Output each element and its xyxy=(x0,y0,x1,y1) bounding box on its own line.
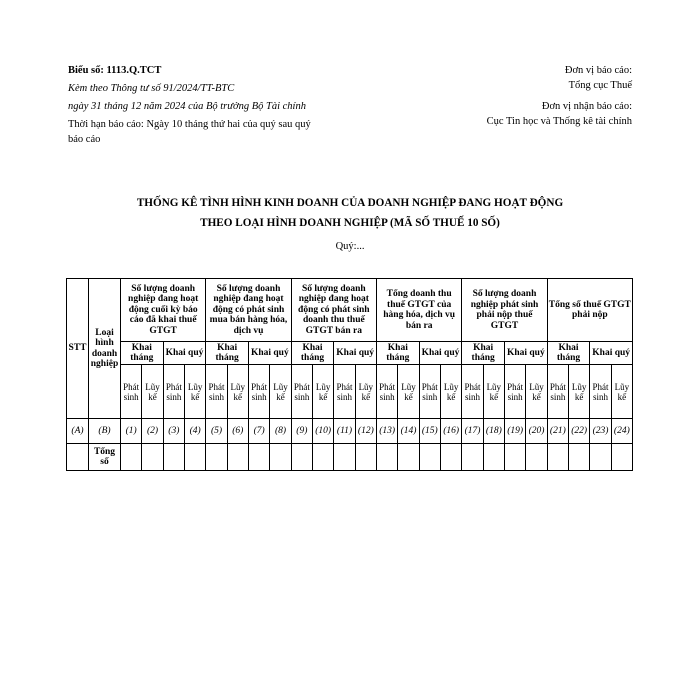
receiving-unit-label: Đơn vị nhận báo cáo: xyxy=(541,101,632,112)
quarterly-declaration-header: Khai quý xyxy=(248,342,291,365)
cumulative-header: Lũy kế xyxy=(355,365,376,419)
total-value-cell xyxy=(248,444,269,471)
total-value-cell xyxy=(121,444,142,471)
arising-header: Phát sinh xyxy=(121,365,142,419)
report-title-line1: THỐNG KÊ TÌNH HÌNH KINH DOANH CỦA DOANH NGHIỆP ĐANG HOẠT ĐỘNG xyxy=(136,197,564,209)
column-number: (22) xyxy=(569,419,590,444)
total-stt-cell xyxy=(67,444,89,471)
cumulative-header: Lũy kế xyxy=(184,365,205,419)
total-value-cell xyxy=(440,444,461,471)
column-number: (10) xyxy=(313,419,334,444)
total-value-cell xyxy=(334,444,355,471)
report-deadline: Thời hạn báo cáo: Ngày 10 tháng thứ hai của quý sau quý báo cáo xyxy=(68,119,311,145)
total-value-cell xyxy=(291,444,312,471)
total-value-cell xyxy=(355,444,376,471)
column-number: (15) xyxy=(419,419,440,444)
monthly-declaration-header: Khai tháng xyxy=(206,342,249,365)
col-stt-header: STT xyxy=(67,279,89,419)
group-header: Số lượng doanh nghiệp đang hoạt động có phát sinh mua bán hàng hóa, dịch vụ xyxy=(206,279,291,342)
column-number: (9) xyxy=(291,419,312,444)
total-row xyxy=(67,444,633,471)
group-header: Tổng số thuế GTGT phải nộp xyxy=(547,279,632,342)
arising-header: Phát sinh xyxy=(462,365,483,419)
cumulative-header: Lũy kế xyxy=(569,365,590,419)
col-type-header: Loại hình doanh nghiệp xyxy=(89,279,121,419)
cumulative-header: Lũy kế xyxy=(526,365,547,419)
total-value-cell xyxy=(462,444,483,471)
total-label: Tổng số xyxy=(89,444,121,471)
monthly-declaration-header: Khai tháng xyxy=(291,342,334,365)
column-number: (4) xyxy=(184,419,205,444)
arising-header: Phát sinh xyxy=(291,365,312,419)
arising-header: Phát sinh xyxy=(206,365,227,419)
total-value-cell xyxy=(270,444,291,471)
receiving-unit: Cục Tin học và Thống kê tài chính xyxy=(486,116,632,127)
header-right xyxy=(402,63,632,129)
column-number: (24) xyxy=(611,419,632,444)
total-value-cell xyxy=(206,444,227,471)
total-value-cell xyxy=(611,444,632,471)
monthly-declaration-header: Khai tháng xyxy=(376,342,419,365)
quarterly-declaration-header: Khai quý xyxy=(163,342,206,365)
cumulative-header: Lũy kế xyxy=(440,365,461,419)
quarterly-declaration-header: Khai quý xyxy=(590,342,633,365)
total-value-cell xyxy=(547,444,568,471)
group-header: Số lượng doanh nghiệp phát sinh phải nộp thuế GTGT xyxy=(462,279,547,342)
arising-header: Phát sinh xyxy=(590,365,611,419)
quarterly-declaration-header: Khai quý xyxy=(504,342,547,365)
group-header: Số lượng doanh nghiệp đang hoạt động cuối kỳ báo cáo đã khai thuế GTGT xyxy=(121,279,206,342)
total-value-cell xyxy=(163,444,184,471)
monthly-declaration-header: Khai tháng xyxy=(547,342,590,365)
column-number: (A) xyxy=(67,419,89,444)
arising-header: Phát sinh xyxy=(547,365,568,419)
total-value-cell xyxy=(142,444,163,471)
column-number: (13) xyxy=(376,419,397,444)
total-value-cell xyxy=(504,444,525,471)
arising-header: Phát sinh xyxy=(248,365,269,419)
report-title-line2: THEO LOẠI HÌNH DOANH NGHIỆP (MÃ SỐ THUẾ 10 SỐ) xyxy=(200,217,500,229)
cumulative-header: Lũy kế xyxy=(483,365,504,419)
quarter-label: Quý:... xyxy=(335,241,365,252)
column-number: (6) xyxy=(227,419,248,444)
group-header: Tổng doanh thu thuế GTGT của hàng hóa, dịch vụ bán ra xyxy=(376,279,461,342)
header-row-declaration xyxy=(67,342,633,365)
column-number: (20) xyxy=(526,419,547,444)
quarterly-declaration-header: Khai quý xyxy=(419,342,462,365)
column-number: (21) xyxy=(547,419,568,444)
cumulative-header: Lũy kế xyxy=(313,365,334,419)
column-number: (17) xyxy=(462,419,483,444)
reporting-unit-label: Đơn vị báo cáo: xyxy=(564,65,632,76)
column-number: (18) xyxy=(483,419,504,444)
arising-header: Phát sinh xyxy=(504,365,525,419)
column-number: (5) xyxy=(206,419,227,444)
monthly-declaration-header: Khai tháng xyxy=(121,342,164,365)
arising-header: Phát sinh xyxy=(163,365,184,419)
monthly-declaration-header: Khai tháng xyxy=(462,342,505,365)
column-number: (23) xyxy=(590,419,611,444)
total-value-cell xyxy=(419,444,440,471)
total-value-cell xyxy=(483,444,504,471)
arising-header: Phát sinh xyxy=(334,365,355,419)
column-number: (11) xyxy=(334,419,355,444)
column-number: (1) xyxy=(121,419,142,444)
reporting-unit: Tổng cục Thuế xyxy=(568,80,632,91)
column-number: (8) xyxy=(270,419,291,444)
column-number: (B) xyxy=(89,419,121,444)
column-number-row xyxy=(67,419,633,444)
cumulative-header: Lũy kế xyxy=(142,365,163,419)
group-header: Số lượng doanh nghiệp đang hoạt động có phát sinh doanh thu thuế GTGT bán ra xyxy=(291,279,376,342)
total-value-cell xyxy=(313,444,334,471)
column-number: (2) xyxy=(142,419,163,444)
statistics-table xyxy=(66,278,633,471)
header-row-groups xyxy=(67,279,633,342)
column-number: (14) xyxy=(398,419,419,444)
quarterly-declaration-header: Khai quý xyxy=(334,342,377,365)
total-value-cell xyxy=(590,444,611,471)
total-value-cell xyxy=(376,444,397,471)
column-number: (12) xyxy=(355,419,376,444)
total-value-cell xyxy=(398,444,419,471)
column-number: (19) xyxy=(504,419,525,444)
total-value-cell xyxy=(227,444,248,471)
total-value-cell xyxy=(184,444,205,471)
header-left xyxy=(68,63,323,150)
form-code: Biểu số: 1113.Q.TCT xyxy=(68,65,162,76)
header-row-leaf xyxy=(67,365,633,419)
attached-circular: Kèm theo Thông tư số 91/2024/TT-BTC xyxy=(68,83,235,94)
total-value-cell xyxy=(569,444,590,471)
cumulative-header: Lũy kế xyxy=(398,365,419,419)
arising-header: Phát sinh xyxy=(376,365,397,419)
total-value-cell xyxy=(526,444,547,471)
column-number: (7) xyxy=(248,419,269,444)
cumulative-header: Lũy kế xyxy=(611,365,632,419)
cumulative-header: Lũy kế xyxy=(227,365,248,419)
column-number: (3) xyxy=(163,419,184,444)
attached-date: ngày 31 tháng 12 năm 2024 của Bộ trưởng Bộ Tài chính xyxy=(68,101,306,112)
cumulative-header: Lũy kế xyxy=(270,365,291,419)
arising-header: Phát sinh xyxy=(419,365,440,419)
column-number: (16) xyxy=(440,419,461,444)
